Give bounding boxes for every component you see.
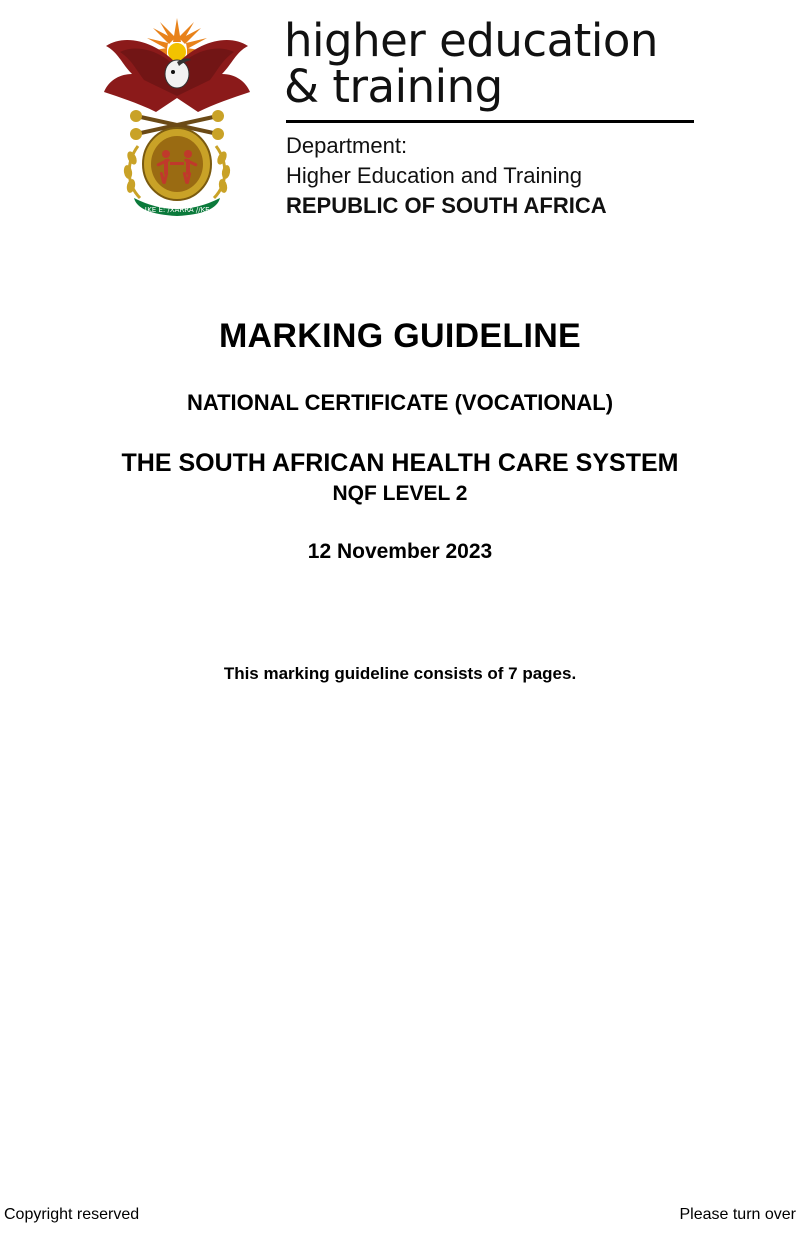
footer-turn-over: Please turn over <box>679 1206 796 1223</box>
coat-of-arms-icon <box>92 12 262 227</box>
title-block <box>0 317 800 684</box>
wordmark-divider <box>286 120 694 123</box>
page-title: MARKING GUIDELINE <box>218 317 582 355</box>
page-count-note: This marking guideline consists of 7 pages. <box>223 664 577 683</box>
subject-line: THE SOUTH AFRICAN HEALTH CARE SYSTEM <box>121 449 679 477</box>
footer-copyright: Copyright reserved <box>4 1206 140 1223</box>
qualification-line: NATIONAL CERTIFICATE (VOCATIONAL) <box>186 390 614 415</box>
wordmark-line-2: & training <box>284 60 503 113</box>
department-country: REPUBLIC OF SOUTH AFRICA <box>286 193 607 218</box>
wordmark-line-1: higher education <box>284 14 658 67</box>
department-wordmark <box>284 12 694 221</box>
nqf-level-line: NQF LEVEL 2 <box>332 482 468 505</box>
page-footer <box>0 1206 800 1224</box>
document-header <box>0 0 800 225</box>
svg-text:!KE E: /XARRA //KE: !KE E: /XARRA //KE <box>144 206 210 214</box>
department-label: Department: <box>286 133 408 158</box>
exam-date: 12 November 2023 <box>307 540 493 563</box>
department-name: Higher Education and Training <box>286 163 582 188</box>
